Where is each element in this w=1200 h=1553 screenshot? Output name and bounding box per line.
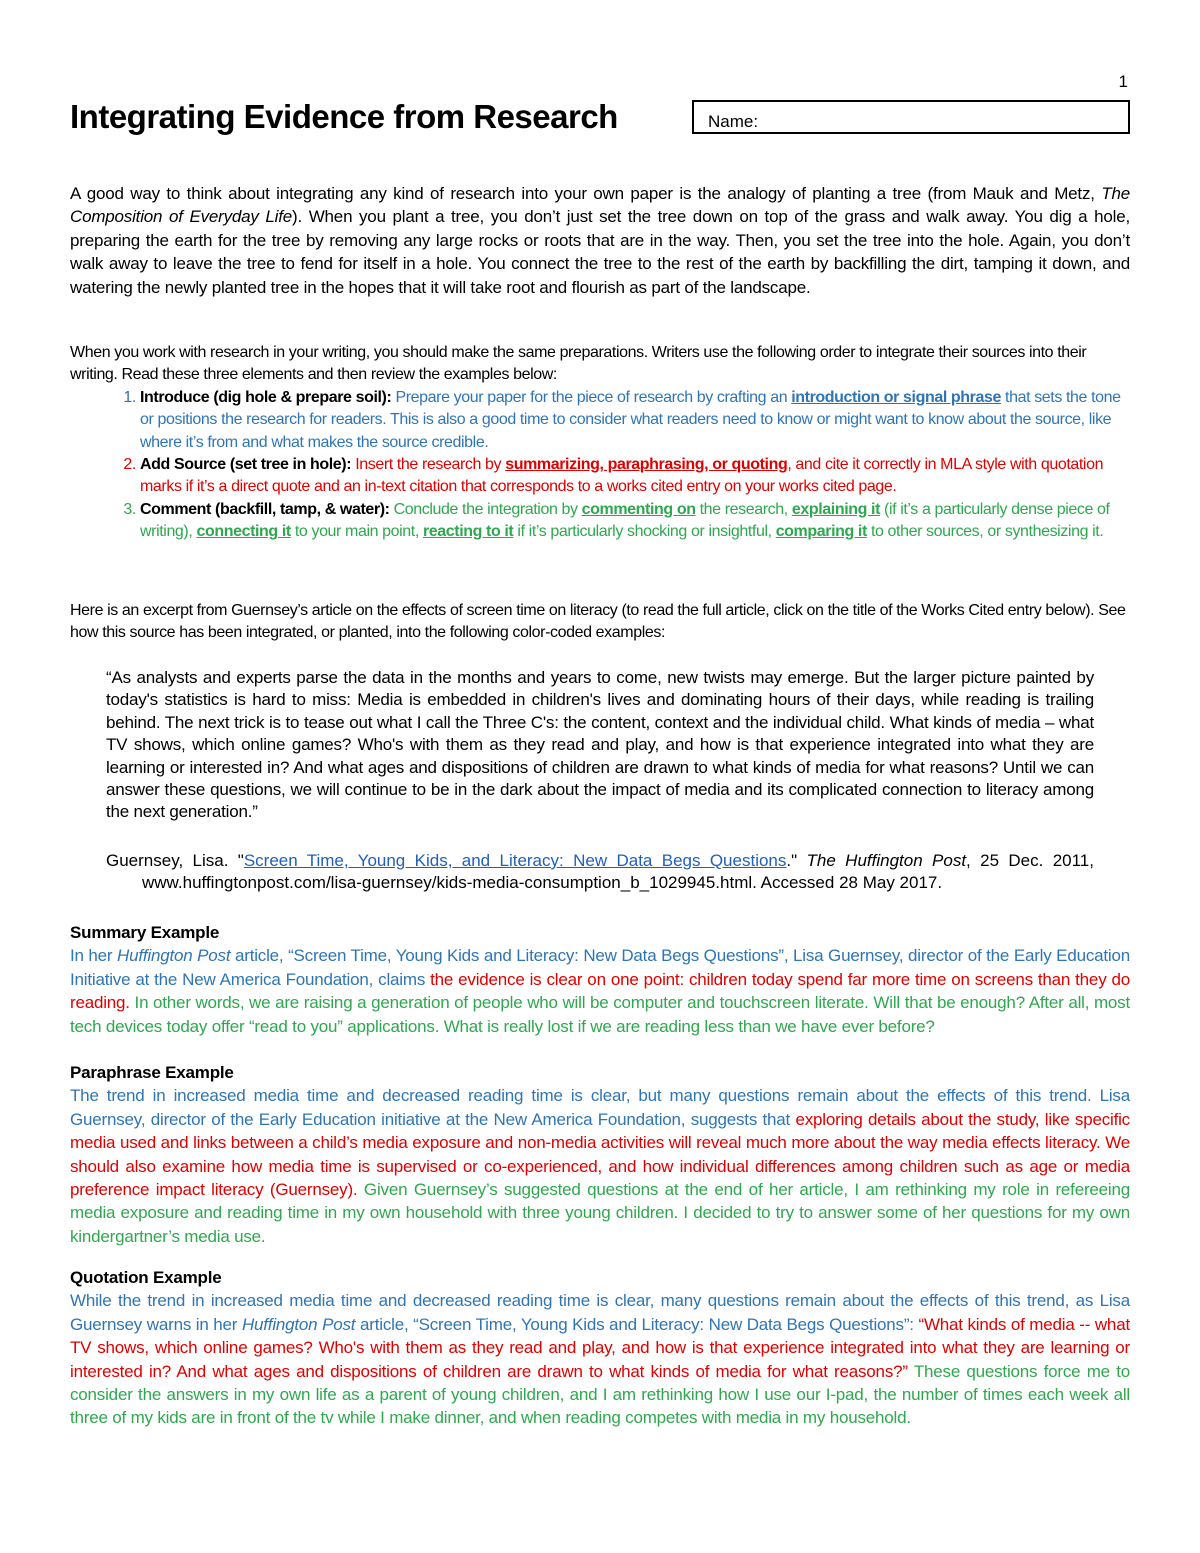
block-quote: “As analysts and experts parse the data in the months and years to come, new twists may emerge. But the larger picture painted by today's statistics is hard to miss: Media is embedded in children's lives and dominating hours of their days, while reading is trailing behind. The next trick is to tease out what I call the Three C's: the content, context and the individual child. What kinds of media – what TV shows, which online games? Who's with them as they read and play, and how is that experience integrated into what they are learning or interested in? And what ages and dispositions of children are drawn to what kinds of media for what reasons? Until we can answer these questions, we will continue to be in the dark about the impact of media and its complicated connection to literacy among the next generation.” (106, 668, 1094, 822)
quotation-example (70, 1266, 1130, 1430)
page-title: Integrating Evidence from Research (70, 98, 618, 135)
list-item: 1. Introduce (dig hole & prepare soil): Prepare your paper for the piece of research by crafting an introduction or signal phrase that sets the tone or positions the research for readers. This is also a good time to consider what readers need to know or might want to know about the source, like where it’s from and what makes the source credible. (140, 387, 1130, 454)
summary-text: In her Huffington Post article, “Screen Time, Young Kids and Literacy: New Data Begs Questions”, Lisa Guernsey, director of the Early Education Initiative at the New America Foundation, claims the evidence is clear on one point: children today spend far more time on screens than they do reading. In other words, we are raising a generation of people who will be computer and touchscreen literate. Will that be enough? After all, most tech devices today offer “read to you” applications. What is really lost if we are reading less than we have ever before? (70, 946, 1130, 1036)
page-number: 1 (1118, 72, 1128, 91)
quotation-heading: Quotation Example (70, 1268, 222, 1287)
article-link[interactable]: Screen Time, Young Kids, and Literacy: New Data Begs Questions (243, 851, 787, 870)
works-cited-entry: Guernsey, Lisa. "Screen Time, Young Kids, and Literacy: New Data Begs Questions." The Huffington Post, 25 Dec. 2011, www.huffingtonpost.com/lisa-guernsey/kids-media-consumption_b_1029945.html. Accessed 28 May 2017. (106, 851, 1094, 893)
list-item: 2. Add Source (set tree in hole): Insert the research by summarizing, paraphrasing, or quoting, and cite it correctly in MLA style with quotation marks if it’s a direct quote and an in-text citation that corresponds to a works cited entry on your works cited page. (140, 454, 1130, 499)
steps-section (70, 342, 1130, 544)
name-label: Name: (708, 112, 759, 131)
paraphrase-text: The trend in increased media time and decreased reading time is clear, but many questions remain about the effects of this trend. Lisa Guernsey, director of the Early Education initiative at the New America Foundation, suggests that exploring details about the study, like specific media used and links between a child’s media exposure and non-media activities will reveal much more about the way media effects literacy. We should also examine how media time is supervised or co-experienced, and how individual differences among children such as age or media preference impact literacy (Guernsey). Given Guernsey’s suggested questions at the end of her article, I am rethinking my role in refereeing media exposure and reading time in my own household with three young children. I decided to try to answer some of her questions for my own kindergartner’s media use. (70, 1086, 1131, 1246)
steps-list (70, 387, 1130, 544)
paraphrase-example (70, 1061, 1130, 1248)
summary-example (70, 921, 1130, 1038)
steps-intro: When you work with research in your writing, you should make the same preparations. Writers use the following order to integrate their sources into their writing. Read these three elements and then review the examples below: (70, 344, 1087, 384)
list-item: 3. Comment (backfill, tamp, & water): Conclude the integration by commenting on the research, explaining it (if it’s a particularly dense piece of writing), connecting it to your main point, reacting to it if it’s particularly shocking or insightful, comparing it to other sources, or synthesizing it. (140, 499, 1130, 544)
summary-heading: Summary Example (70, 923, 220, 942)
paraphrase-heading: Paraphrase Example (70, 1063, 234, 1082)
excerpt-intro: Here is an excerpt from Guernsey’s article on the effects of screen time on literacy (to read the full article, click on the title of the Works Cited entry below). See how this source has been integrated, or planted, into the following color-coded examples: (70, 602, 1126, 642)
name-field[interactable] (692, 100, 1130, 134)
quotation-text: While the trend in increased media time and decreased reading time is clear, many questions remain about the effects of this trend, as Lisa Guernsey warns in her Huffington Post article, “Screen Time, Young Kids and Literacy: New Data Begs Questions”: “What kinds of media -- what TV shows, which online games? Who's with them as they read and play, and how is that experience integrated into what they are learning or interested in? And what ages and dispositions of children are drawn to what kinds of media for what reasons?” These questions force me to consider the answers in my own life as a parent of young children, and I am rethinking how I use our I-pad, the number of times each week all three of my kids are in front of the tv while I make dinner, and when reading competes with media in my household. (70, 1291, 1130, 1428)
intro-paragraph: A good way to think about integrating any kind of research into your own paper is the analogy of planting a tree (from Mauk and Metz, The Composition of Everyday Life). When you plant a tree, you don’t just set the tree down on top of the grass and walk away. You dig a hole, preparing the earth for the tree by removing any large rocks or roots that are in the way. Then, you set the tree into the hole. Again, you don’t walk away to leave the tree to fend for itself in a hole. You connect the tree to the rest of the earth by backfilling the dirt, tamping it down, and watering the newly planted tree in the hopes that it will take root and flourish as part of the landscape. (70, 184, 1130, 297)
